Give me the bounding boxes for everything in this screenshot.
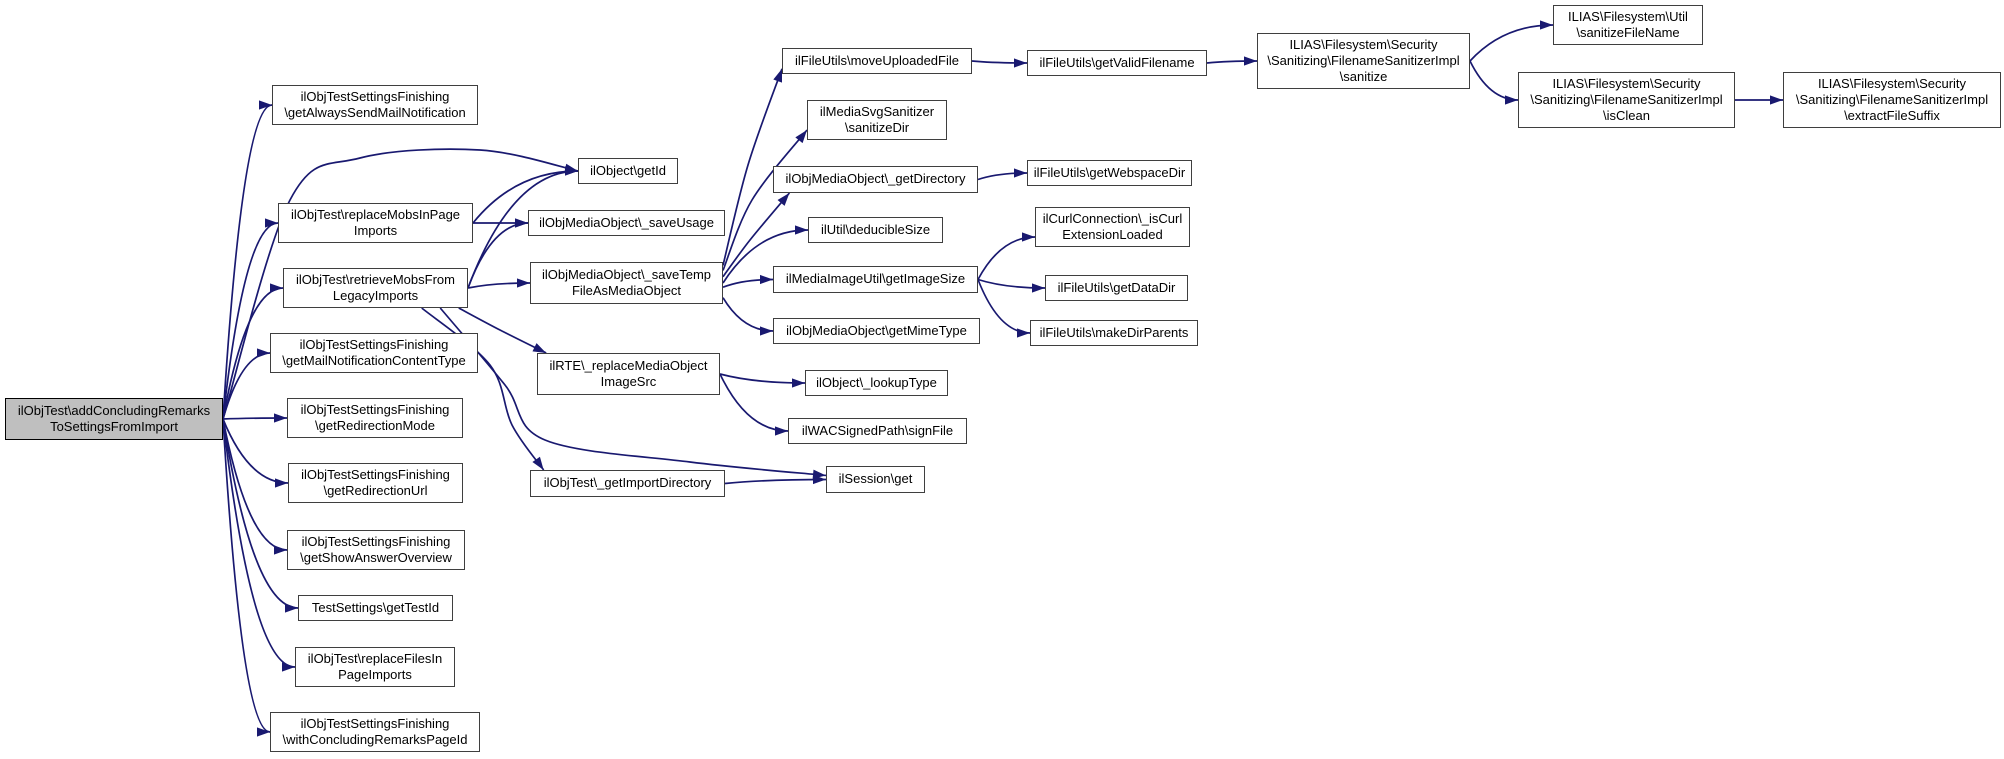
call-edge-arrowhead [285,603,298,612]
graph-node-label: ilMediaImageUtil\getImageSize [785,271,966,287]
call-edge-arrowhead [1032,283,1045,292]
call-edge-arrowhead [1505,95,1518,104]
call-edge-arrowhead [270,283,283,292]
call-edge-arrowhead [257,348,270,357]
graph-node-label: ilObjTestSettingsFinishing [300,88,450,104]
call-edge-arrowhead [795,225,808,234]
call-edge [223,419,288,483]
call-edge-arrowhead [564,164,578,173]
graph-node[interactable] [1783,72,2001,128]
call-edge-arrowhead [792,378,805,387]
call-edge [223,419,295,667]
graph-node-label: ilCurlConnection\_isCurl [1042,210,1183,226]
graph-node-label: ilFileUtils\getWebspaceDir [1033,164,1186,180]
graph-node[interactable] [773,318,980,344]
call-edge [223,419,287,550]
graph-node-label: ilFileUtils\moveUploadedFile [794,52,959,68]
call-edge-arrowhead [259,100,272,109]
call-edge-arrowhead [532,343,546,353]
graph-node[interactable] [1045,275,1188,301]
graph-node[interactable] [807,100,947,140]
graph-node[interactable] [1027,50,1207,76]
graph-node-label: \extractFileSuffix [1844,108,1940,124]
call-edge [725,480,826,484]
graph-node-label: ilObjTestSettingsFinishing [301,466,450,482]
call-edge-arrowhead [257,727,270,736]
graph-node-label: ilObjTest\replaceMobsInPage [290,206,461,222]
call-edge [223,419,298,608]
call-edge-arrowhead [775,426,788,435]
graph-node[interactable] [578,158,678,184]
call-edge-arrowhead [813,475,826,484]
graph-node-label: ToSettingsFromImport [50,419,178,434]
graph-node-label: ilSession\get [838,471,913,487]
graph-node-label: \getShowAnswerOverview [300,550,452,565]
graph-node-label: ilObjTestSettingsFinishing [300,715,450,731]
call-edge [723,298,773,331]
graph-node[interactable] [287,530,465,570]
call-edge [978,280,1030,334]
call-edge [223,353,270,419]
call-edge-arrowhead [760,275,773,284]
graph-node-label: LegacyImports [332,288,419,303]
graph-node-label: \sanitize [1339,69,1388,85]
call-edge-arrowhead [1244,56,1257,65]
graph-node[interactable] [272,85,478,125]
graph-node-label: \getRedirectionUrl [323,483,428,498]
graph-node[interactable] [788,418,967,444]
graph-node-label: ilObjMediaObject\getMimeType [786,322,967,338]
graph-node-label: ilMediaSvgSanitizer [819,103,935,119]
graph-node[interactable] [782,48,972,74]
call-edge-arrowhead [1022,232,1035,241]
graph-node[interactable] [826,466,925,493]
call-edge-arrowhead [265,218,278,227]
graph-node[interactable] [1518,72,1735,128]
graph-node-label: ilFileUtils\getDataDir [1057,279,1176,295]
graph-node-label: ilObjTest\_getImportDirectory [543,475,712,491]
call-edge-arrowhead [274,413,287,422]
call-edge [978,280,1045,289]
graph-node-label: ilObjMediaObject\_saveUsage [539,214,714,230]
graph-node[interactable] [808,217,943,243]
call-edge-arrowhead [565,166,578,175]
graph-node-label: TestSettings\getTestId [311,599,440,615]
call-edge-arrowhead [282,662,295,671]
graph-node-label: ImageSrc [600,374,657,389]
graph-node-label: ilObjTestSettingsFinishing [299,336,449,352]
graph-node-label: ilObject\getId [590,162,666,178]
graph-node-label: ilObjTest\addConcludingRemarks [17,402,211,418]
graph-node[interactable] [1257,33,1470,89]
call-edge-arrowhead [795,130,807,143]
call-edge [223,419,270,732]
graph-node-label: \sanitizeDir [844,120,910,135]
call-edge-arrowhead [565,166,578,175]
graph-node-label: ILIAS\Filesystem\Security [1552,75,1701,91]
graph-node-label: ilObjTestSettingsFinishing [300,401,450,417]
call-edge [723,193,789,277]
graph-node[interactable] [1027,160,1192,186]
graph-node[interactable] [278,203,473,243]
graph-node-label: FileAsMediaObject [571,283,682,298]
call-edge-arrowhead [813,470,826,479]
graph-node-label: \sanitizeFileName [1576,25,1680,40]
graph-node-label: ilRTE\_replaceMediaObject [549,357,708,373]
call-edge [978,237,1035,280]
call-edge-arrowhead [1014,168,1027,177]
graph-node[interactable] [1030,320,1198,346]
graph-node[interactable] [1035,207,1190,247]
call-edge [723,280,773,288]
graph-node-label: ilObjTest\retrieveMobsFrom [296,271,455,287]
graph-node[interactable] [270,712,480,752]
graph-node[interactable] [287,398,463,438]
graph-node[interactable] [537,353,720,395]
graph-node-label: ilFileUtils\getValidFilename [1039,54,1195,70]
graph-node-label: ilObjTestSettingsFinishing [301,533,451,549]
graph-node-label: ILIAS\Filesystem\Security [1289,36,1438,52]
graph-node-label: ilFileUtils\makeDirParents [1039,324,1189,340]
call-edge [723,130,807,270]
call-edge [1470,61,1518,100]
graph-node-label: \getRedirectionMode [315,418,435,433]
call-edge-arrowhead [275,478,288,487]
call-edge [223,418,287,419]
graph-node-label: \Sanitizing\FilenameSanitizerImpl [1795,91,1989,107]
graph-node-label: \withConcludingRemarksPageId [282,732,468,747]
graph-node-label: \Sanitizing\FilenameSanitizerImpl [1530,91,1723,107]
call-edge [720,374,788,431]
call-edge-arrowhead [515,218,528,227]
call-edge [720,374,805,383]
graph-node-label: ilObjMediaObject\_getDirectory [785,171,966,187]
call-edge [1207,61,1257,63]
graph-node-label: ilWACSignedPath\signFile [801,422,954,438]
graph-node-label: ilObjTest\replaceFilesIn [307,650,443,666]
call-edge-arrowhead [773,69,782,83]
graph-node-label: \getMailNotificationContentType [282,353,466,368]
graph-node-label: Imports [353,223,398,238]
graph-node[interactable] [270,333,478,373]
graph-node[interactable] [805,370,948,396]
graph-node-label: ILIAS\Filesystem\Security [1817,75,1967,91]
call-edge [468,283,530,288]
graph-node-label: \Sanitizing\FilenameSanitizerImpl [1267,52,1460,68]
call-edge-arrowhead [517,278,530,287]
call-edge [468,223,528,288]
call-edge-arrowhead [1770,95,1783,104]
graph-node-label: ilObject\_lookupType [816,374,937,390]
call-edge [223,105,272,419]
graph-node[interactable] [283,268,468,308]
graph-node[interactable] [298,595,453,621]
call-edge [1470,25,1553,61]
call-edge-arrowhead [1014,58,1027,67]
graph-node-label: ExtensionLoaded [1062,227,1163,242]
call-edge-arrowhead [274,545,287,554]
graph-node-label: PageImports [338,667,412,682]
graph-node[interactable] [288,463,463,503]
call-edge-arrowhead [760,326,773,335]
graph-node-label: ILIAS\Filesystem\Util [1568,8,1688,24]
call-edge [972,61,1027,63]
graph-node-label: \isClean [1603,108,1650,124]
call-edge-arrowhead [778,193,790,206]
call-edge [223,223,278,419]
graph-node-label: \getAlwaysSendMailNotification [284,105,466,120]
graph-node[interactable] [530,470,725,497]
graph-node[interactable] [295,647,455,687]
call-edge-arrowhead [1017,328,1030,337]
graph-node-label: ilUtil\deducibleSize [820,221,931,237]
graph-node-label: ilObjMediaObject\_saveTemp [541,266,712,282]
call-edge-arrowhead [1540,20,1553,29]
graph-node[interactable] [528,210,725,236]
call-edge-arrowhead [515,218,528,227]
graph-node-root[interactable] [5,398,223,440]
graph-node[interactable] [773,166,978,193]
graph-node[interactable] [530,262,723,304]
graph-node[interactable] [1553,5,1703,45]
call-edge [978,173,1027,180]
call-edge-arrowhead [532,457,543,470]
graph-node[interactable] [773,266,978,293]
